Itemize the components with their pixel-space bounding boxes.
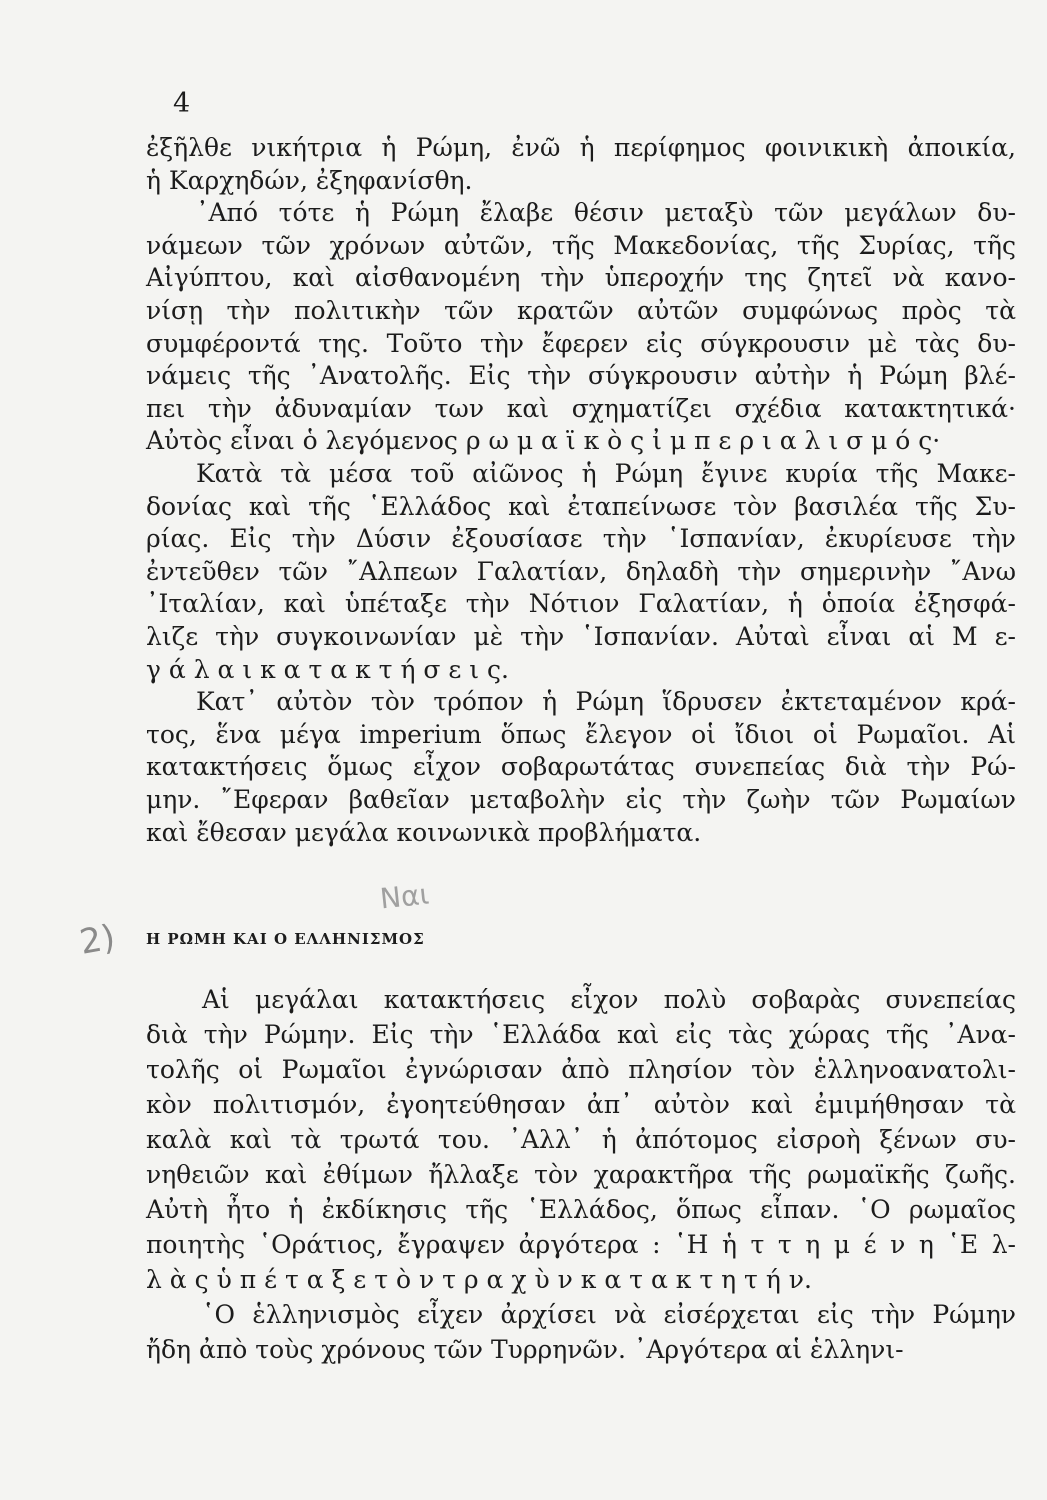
text-line: καλὰ καὶ τὰ τρωτά του. ᾿Αλλ᾿ ἡ ἀπότομος εἰσροὴ ξένων συ- bbox=[146, 1125, 1016, 1154]
text-line: καὶ ἔθεσαν μεγάλα κοινωνικὰ προβλήματα. bbox=[146, 817, 702, 847]
text-line: τος, ἕνα μέγα imperium ὅπως ἔλεγον οἱ ἴδιοι οἱ Ρωμαῖοι. Αἱ bbox=[146, 719, 1016, 749]
text-line: Κατὰ τὰ μέσα τοῦ αἰῶνος ἡ Ρώμη ἔγινε κυρία τῆς Μακε- bbox=[196, 459, 1016, 488]
text-line: κατακτήσεις ὅμως εἶχον σοβαρωτάτας συνεπείας διὰ τὴν Ρώ- bbox=[146, 752, 1016, 782]
text-line: νηθειῶν καὶ ἐθίμων ἤλλαξε τὸν χαρακτῆρα τῆς ρωμαϊκῆς ζωῆς. bbox=[146, 1160, 1016, 1189]
text-line: ᾿Από τότε ἡ Ρώμη ἔλαβε θέσιν μεταξὺ τῶν μεγάλων δυ- bbox=[196, 198, 1016, 228]
pencil-annotation: Ναι bbox=[378, 877, 431, 916]
text-line: διὰ τὴν Ρώμην. Εἰς τὴν ῾Ελλάδα καὶ εἰς τὰς χώρας τῆς ᾿Ανα- bbox=[146, 1020, 1016, 1049]
text-line: Αὐτὸς εἶναι ὁ λεγόμενος ρ ω μ α ϊ κ ὸ ς ἰ μ π ε ρ ι α λ ι σ μ ό ς· bbox=[146, 426, 941, 456]
handwritten-margin-note: 2) bbox=[76, 917, 119, 963]
text-line: νάμεις τῆς ᾿Ανατολῆς. Εἰς τὴν σύγκρουσιν αὐτὴν ἡ Ρώμη βλέ- bbox=[146, 361, 1016, 391]
page-number: 4 bbox=[173, 88, 191, 119]
text-line: Αἰγύπτου, καὶ αἰσθανομένη τὴν ὑπεροχήν της ζητεῖ νὰ κανο- bbox=[146, 263, 1016, 293]
text-line: Αἱ μεγάλαι κατακτήσεις εἶχον πολὺ σοβαρὰς συνεπείας bbox=[202, 985, 1016, 1014]
text-line: ἐντεῦθεν τῶν ῎Αλπεων Γαλατίαν, δηλαδὴ τὴν σημερινὴν ῎Ανω bbox=[146, 556, 1016, 586]
text-line: λιζε τὴν συγκοινωνίαν μὲ τὴν ῾Ισπανίαν. Αὐταὶ εἶναι αἱ Μ ε- bbox=[146, 622, 1016, 651]
text-line: πει τὴν ἀδυναμίαν των καὶ σχηματίζει σχέδια κατακτητικά· bbox=[146, 393, 1016, 423]
text-line: ἡ Καρχηδών, ἐξηφανίσθη. bbox=[146, 165, 473, 195]
text-line: ρίας. Εἰς τὴν Δύσιν ἐξουσίασε τὴν ῾Ισπανίαν, ἐκυρίευσε τὴν bbox=[146, 524, 1016, 554]
text-line: λ ὰ ς ὑ π έ τ α ξ ε τ ὸ ν τ ρ α χ ὺ ν κ α τ α κ τ η τ ή ν. bbox=[146, 1265, 812, 1294]
section-heading: Η ΡΩΜΗ ΚΑΙ Ο ΕΛΛΗΝΙΣΜΟΣ bbox=[146, 930, 425, 948]
text-line: ἤδη ἀπὸ τοὺς χρόνους τῶν Τυρρηνῶν. ᾿Αργότερα αἱ ἑλληνι- bbox=[146, 1335, 904, 1364]
text-line: ῾Ο ἑλληνισμὸς εἶχεν ἀρχίσει νὰ εἰσέρχεται εἰς τὴν Ρώμην bbox=[202, 1300, 1016, 1329]
text-line: ποιητὴς ῾Οράτιος, ἔγραψεν ἀργότερα : ῾Η ἡ τ τ η μ έ ν η ῾Ε λ- bbox=[146, 1230, 1016, 1259]
text-line: νάμεων τῶν χρόνων αὐτῶν, τῆς Μακεδονίας, τῆς Συρίας, τῆς bbox=[146, 230, 1016, 260]
text-line: νίσῃ τὴν πολιτικὴν τῶν κρατῶν αὐτῶν συμφώνως πρὸς τὰ bbox=[146, 296, 1016, 325]
text-line: Κατ᾿ αὐτὸν τὸν τρόπον ἡ Ρώμη ἵδρυσεν ἐκτεταμένον κρά- bbox=[196, 687, 1016, 717]
text-line: δονίας καὶ τῆς ῾Ελλάδος καὶ ἐταπείνωσε τὸν βασιλέα τῆς Συ- bbox=[146, 491, 1016, 521]
text-line: τολῆς οἱ Ρωμαῖοι ἐγνώρισαν ἀπὸ πλησίον τὸν ἑλληνοανατολι- bbox=[146, 1055, 1016, 1084]
text-line: Αὐτὴ ἦτο ἡ ἐκδίκησις τῆς ῾Ελλάδος, ὅπως εἶπαν. ῾Ο ρωμαῖος bbox=[146, 1195, 1016, 1224]
text-line: μην. ῎Εφεραν βαθεῖαν μεταβολὴν εἰς τὴν ζωὴν τῶν Ρωμαίων bbox=[146, 785, 1016, 814]
text-line: συμφέροντά της. Τοῦτο τὴν ἔφερεν εἰς σύγκρουσιν μὲ τὰς δυ- bbox=[146, 328, 1016, 358]
text-line: ἐξῆλθε νικήτρια ἡ Ρώμη, ἐνῶ ἡ περίφημος φοινικικὴ ἀποικία, bbox=[146, 133, 1016, 162]
text-line: γ ά λ α ι κ α τ α κ τ ή σ ε ι ς. bbox=[146, 654, 509, 684]
text-line: ᾿Ιταλίαν, καὶ ὑπέταξε τὴν Νότιον Γαλατίαν, ἡ ὁποία ἐξησφά- bbox=[146, 589, 1016, 619]
text-line: κὸν πολιτισμόν, ἐγοητεύθησαν ἀπ᾿ αὐτὸν καὶ ἐμιμήθησαν τὰ bbox=[146, 1090, 1016, 1119]
